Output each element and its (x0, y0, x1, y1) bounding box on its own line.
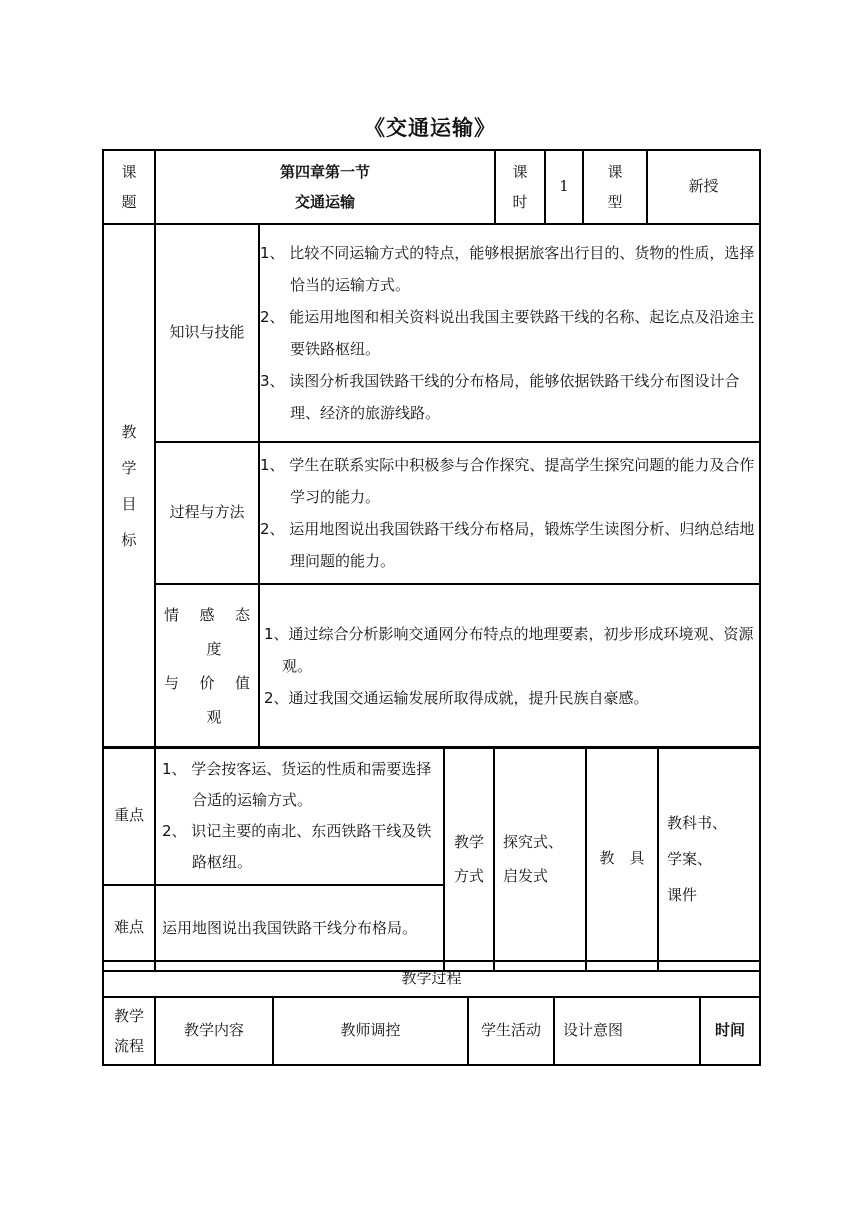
column-header-student: 学生活动 (468, 997, 554, 1065)
objective-list-process (259, 442, 760, 584)
list-item: 1、 学会按客运、货运的性质和需要选择合适的运输方式。 (162, 760, 432, 809)
teaching-method-value (494, 747, 586, 971)
key-point-row (103, 747, 760, 885)
objective-row-knowledge (103, 224, 760, 442)
attitude-line-3: 与 价 值 (164, 674, 250, 692)
list-item: 2、通过我国交通运输发展所取得成就，提升民族自豪感。 (264, 689, 649, 707)
focus-table (102, 746, 761, 972)
lesson-hours-label: 课时 (512, 163, 528, 211)
objective-row-attitude (103, 584, 760, 748)
key-point-label: 重点 (103, 747, 155, 885)
teaching-method-label: 教学方式 (454, 833, 485, 885)
list-item: 2、 运用地图说出我国铁路干线分布格局，锻炼学生读图分析、归纳总结地理问题的能力。 (260, 520, 755, 570)
tools-line-1: 教科书、 (667, 814, 728, 832)
column-header-time: 时间 (700, 997, 760, 1065)
process-table (102, 960, 761, 1066)
method-line-2: 启发式 (503, 867, 549, 885)
attitude-line-2: 度 (206, 640, 222, 658)
process-title-row (103, 961, 760, 997)
column-header-teacher: 教师调控 (273, 997, 468, 1065)
topic-line-2: 交通运输 (295, 193, 356, 211)
list-item: 1、 比较不同运输方式的特点，能够根据旅客出行目的、货物的性质，选择恰当的运输方式。 (260, 244, 755, 294)
lesson-type-value: 新授 (647, 150, 760, 224)
topic-label: 课题 (121, 163, 137, 211)
objective-list-attitude (259, 584, 760, 748)
key-point-list (155, 747, 444, 885)
header-row (103, 150, 760, 224)
lesson-type-label-cell (583, 150, 647, 224)
list-item: 1、通过综合分析影响交通网分布特点的地理要素，初步形成环境观、资源观。 (264, 625, 754, 675)
process-header-row (103, 997, 760, 1065)
objectives-label: 教学目标 (121, 423, 137, 549)
flow-label-cell (103, 997, 155, 1065)
process-title: 教学过程 (103, 961, 760, 997)
attitude-line-1: 情 感 态 (164, 606, 250, 624)
objective-row-process (103, 442, 760, 584)
difficulty-label: 难点 (103, 885, 155, 971)
flow-label: 教学流程 (114, 1007, 145, 1055)
objective-name-attitude (155, 584, 259, 748)
objective-list-knowledge (259, 224, 760, 442)
teaching-tools-value (658, 747, 760, 971)
topic-cell (155, 150, 495, 224)
lesson-header-table (102, 149, 761, 749)
method-line-1: 探究式、 (503, 833, 564, 851)
list-item: 2、 能运用地图和相关资料说出我国主要铁路干线的名称、起讫点及沿途主要铁路枢纽。 (260, 308, 755, 358)
tools-line-3: 课件 (667, 886, 698, 904)
column-header-intent: 设计意图 (554, 997, 700, 1065)
objective-name-process: 过程与方法 (155, 442, 259, 584)
teaching-method-label-cell (444, 747, 494, 971)
document-title: 《交通运输》 (364, 116, 496, 140)
attitude-line-4: 观 (206, 708, 222, 726)
tools-line-2: 学案、 (667, 850, 713, 868)
objective-name-knowledge: 知识与技能 (155, 224, 259, 442)
topic-label-cell (103, 150, 155, 224)
topic-line-1: 第四章第一节 (280, 163, 371, 181)
lesson-type-label: 课型 (607, 163, 623, 211)
lesson-hours-label-cell (495, 150, 545, 224)
list-item: 1、 学生在联系实际中积极参与合作探究、提高学生探究问题的能力及合作学习的能力。 (260, 456, 755, 506)
teaching-tools-label: 教 具 (586, 747, 658, 971)
list-item: 2、 识记主要的南北、东西铁路干线及铁路枢纽。 (162, 822, 432, 871)
column-header-content: 教学内容 (155, 997, 273, 1065)
list-item: 3、 读图分析我国铁路干线的分布格局，能够依据铁路干线分布图设计合理、经济的旅游线路。 (260, 372, 740, 422)
lesson-hours-value: 1 (545, 150, 583, 224)
objectives-label-cell (103, 224, 155, 748)
difficulty-text: 运用地图说出我国铁路干线分布格局。 (155, 885, 444, 971)
